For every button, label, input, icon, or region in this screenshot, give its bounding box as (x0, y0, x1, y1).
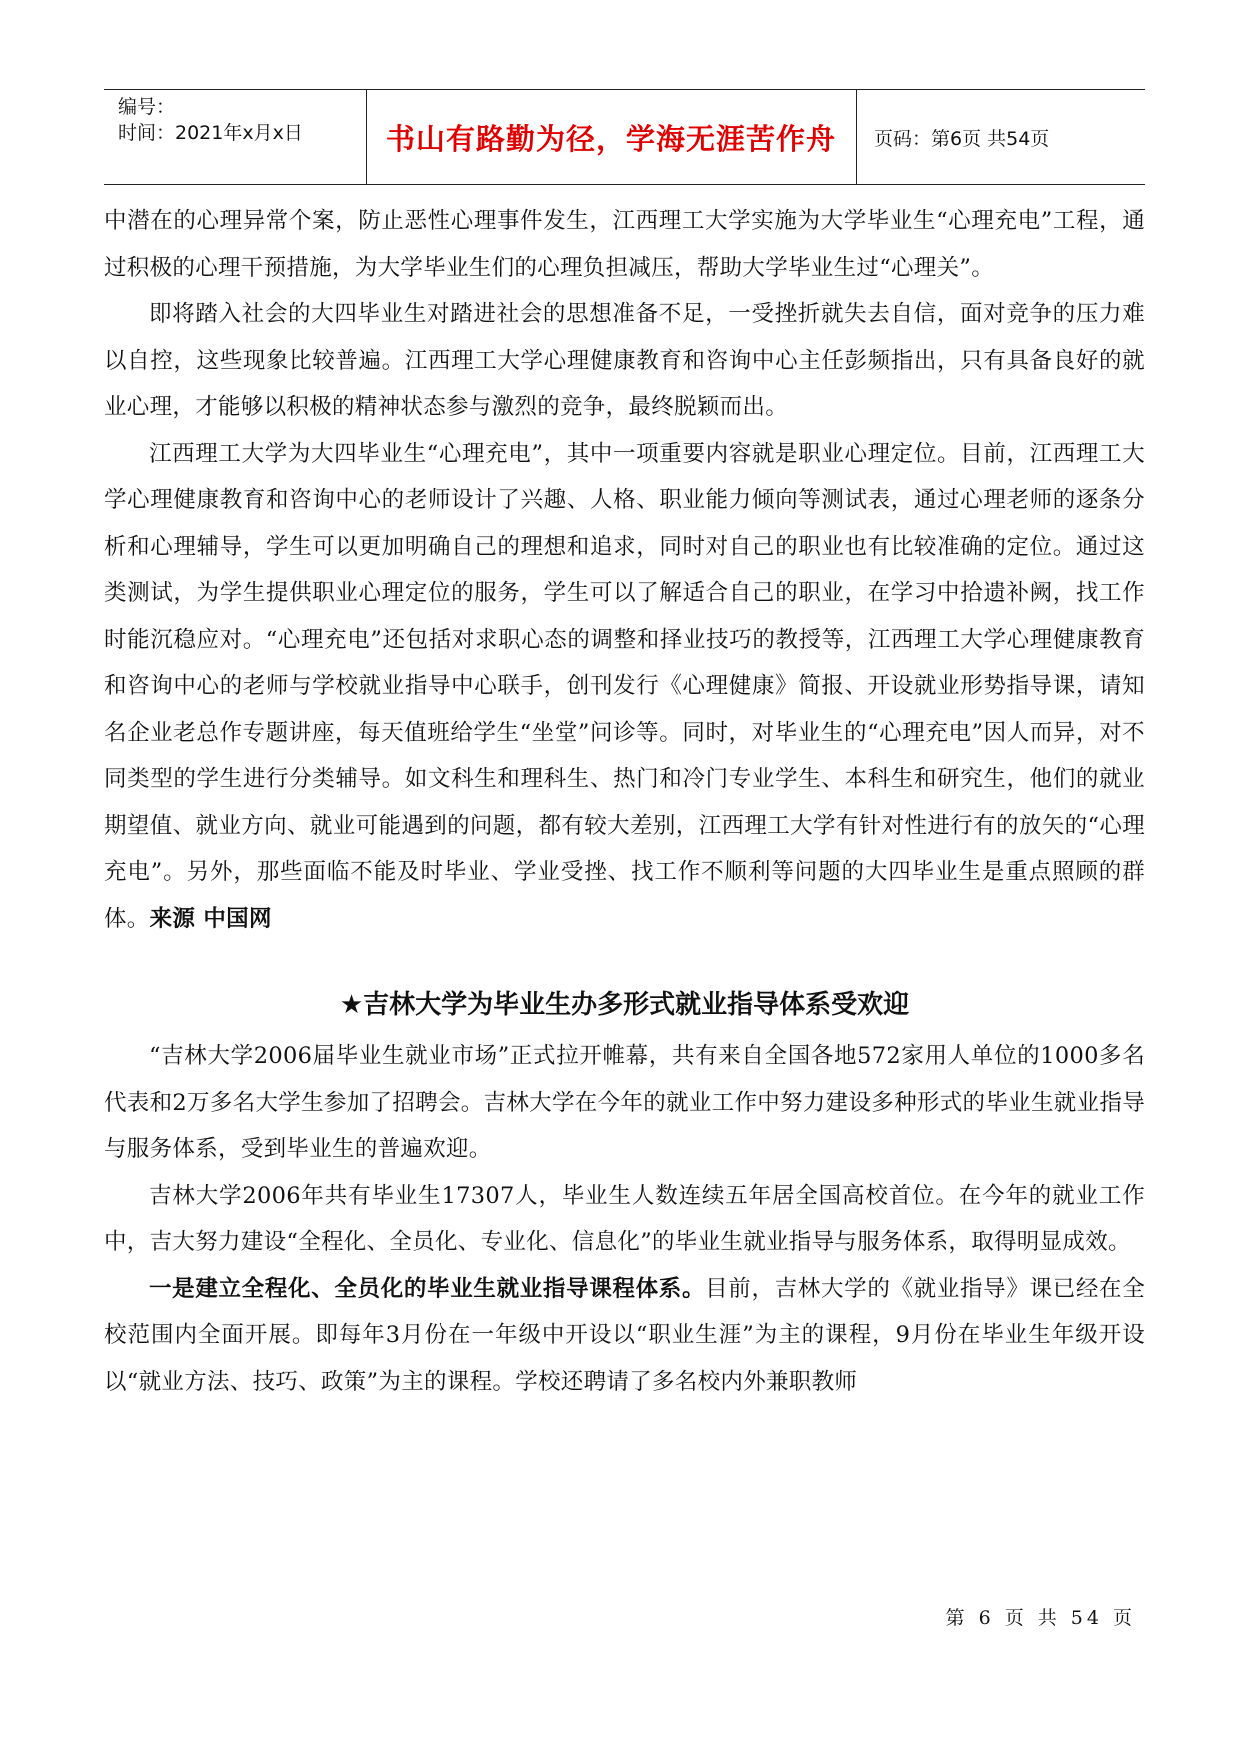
paragraph-6-text: 目前，吉林大学的《就业指导》课已经在全校范围内全面开展。即每年3月份在一年级中开设以“职业生涯”为主的课程，9月份在毕业生年级开设以“就业方法、技巧、政策”为主的课程。学校还聘请了多名校内外兼职教师 (104, 1275, 1146, 1395)
paragraph-1: 中潜在的心理异常个案，防止恶性心理事件发生，江西理工大学实施为大学毕业生“心理充电”工程，通过积极的心理干预措施，为大学毕业生们的心理负担减压，帮助大学毕业生过“心理关”。 (104, 208, 1145, 281)
header-slogan: 书山有路勤为径，学海无涯苦作舟 (385, 121, 836, 156)
header-slogan-cell (366, 90, 857, 184)
header-page-number: 页码：第6页 共54页 (874, 127, 1050, 150)
header-page-cell (856, 90, 1145, 184)
document-number-label: 编号： (118, 96, 176, 118)
section-title: ★吉林大学为毕业生办多形式就业指导体系受欢迎 (339, 990, 910, 1020)
paragraph-4: “吉林大学2006届毕业生就业市场”正式拉开帷幕，共有来自全国各地572家用人单位的1000多名代表和2万多名大学生参加了招聘会。吉林大学在今年的就业工作中努力建设多种形式的毕业生就业指导与服务体系，受到毕业生的普遍欢迎。 (104, 1043, 1145, 1162)
source-note: 来源 中国网 (149, 905, 272, 932)
paragraph-6-lead: 一是建立全程化、全员化的毕业生就业指导课程体系。 (149, 1275, 706, 1302)
page-footer: 第 6 页 共 54 页 (945, 1607, 1136, 1629)
paragraph-3 (104, 431, 1145, 943)
document-body (104, 198, 1145, 1405)
document-time-label: 时间：2021年x月x日 (118, 122, 303, 144)
paragraph-6 (104, 1266, 1145, 1406)
paragraph-3-text: 江西理工大学为大四毕业生“心理充电”，其中一项重要内容就是职业心理定位。目前，江西理工大学心理健康教育和咨询中心的老师设计了兴趣、人格、职业能力倾向等测试表，通过心理老师的逐条分析和心理辅导，学生可以更加明确自己的理想和追求，同时对自己的职业也有比较准确的定位。通过这类测试，为学生提供职业心理定位的服务，学生可以了解适合自己的职业，在学习中拾遗补阙，找工作时能沉稳应对。“心理充电”还包括对求职心态的调整和择业技巧的教授等，江西理工大学心理健康教育和咨询中心的老师与学校就业指导中心联手，创刊发行《心理健康》简报、开设就业形势指导课，请知名企业老总作专题讲座，每天值班给学生“坐堂”问诊等。同时，对毕业生的“心理充电”因人而异，对不同类型的学生进行分类辅导。如文科生和理科生、热门和冷门专业学生、本科生和研究生，他们的就业期望值、就业方向、就业可能遇到的问题，都有较大差别，江西理工大学有针对性进行有的放矢的“心理充电”。另外，那些面临不能及时毕业、学业受挫、找工作不顺利等问题的大四毕业生是重点照顾的群体。 (104, 440, 1145, 932)
paragraph-2: 即将踏入社会的大四毕业生对踏进社会的思想准备不足，一受挫折就失去自信，面对竞争的压力难以自控，这些现象比较普遍。江西理工大学心理健康教育和咨询中心主任彭频指出，只有具备良好的就业心理，才能够以积极的精神状态参与激烈的竞争，最终脱颖而出。 (104, 301, 1145, 420)
header-info-cell (104, 90, 367, 184)
page-header (104, 89, 1145, 185)
paragraph-5: 吉林大学2006年共有毕业生17307人，毕业生人数连续五年居全国高校首位。在今年的就业工作中，吉大努力建设“全程化、全员化、专业化、信息化”的毕业生就业指导与服务体系，取得明显成效。 (104, 1182, 1145, 1255)
